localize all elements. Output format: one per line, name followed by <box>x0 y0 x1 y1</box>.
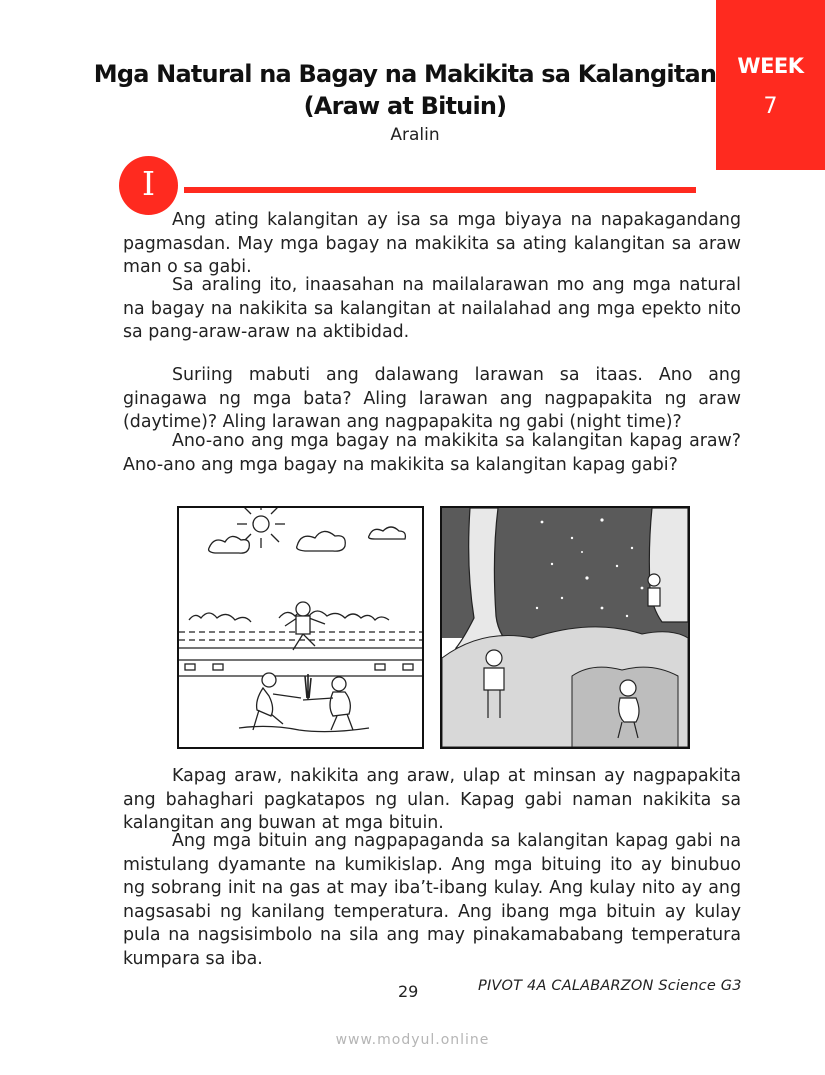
week-label: WEEK <box>737 54 804 78</box>
nighttime-drawing <box>442 508 688 747</box>
week-number: 7 <box>763 94 778 119</box>
watermark-text: www.modyul.online <box>335 1032 490 1048</box>
paragraph-sky-objects: Ano-ano ang mga bagay na makikita sa kalangitan kapag araw? Ano-ano ang mga bagay na makikita sa kalangitan kapag gabi? <box>123 431 741 475</box>
section-divider <box>184 187 696 193</box>
nighttime-illustration <box>440 506 690 749</box>
daytime-drawing <box>179 508 422 747</box>
page-title-line1: Mga Natural na Bagay na Makikita sa Kalangitan <box>93 60 717 88</box>
page-number: 29 <box>398 982 419 1001</box>
footer-source: PIVOT 4A CALABARZON Science G3 <box>478 978 742 994</box>
section-letter: I <box>141 164 156 203</box>
lesson-subtitle: Aralin <box>390 125 440 145</box>
paragraph-day-night: Kapag araw, nakikita ang araw, ulap at minsan ay nagpapakita ang bahaghari pagkatapos ng ulan. Kapag gabi naman nakikita sa kalangitan ang buwan at mga bituin. <box>123 766 741 833</box>
paragraph-objective: Sa araling ito, inaasahan na mailalarawan mo ang mga natural na bagay na nakikita sa kalangitan at nailalahad ang mga epekto nito sa pang-araw-araw na aktibidad. <box>123 275 741 342</box>
paragraph-questions: Suriing mabuti ang dalawang larawan sa itaas. Ano ang ginagawa ng mga bata? Aling larawan ang nagpapakita ng araw (daytime)? Aling larawan ang nagpapakita ng gabi (night time)? <box>123 365 741 432</box>
page-title-line2: (Araw at Bituin) <box>303 92 507 120</box>
paragraph-stars: Ang mga bituin ang nagpapaganda sa kalangitan kapag gabi na mistulang dyamante na kumikislap. Ang mga bituing ito ay binubuo ng sobrang init na gas at may iba’t-ibang kulay. Ang kulay nito ay ang nagsasabi ng kanilang temperatura. Ang ibang mga bituin ay kulay pula na nagsisimbolo na sila ang may pinakamababang temperatura kumpara sa iba. <box>123 831 741 969</box>
daytime-illustration <box>177 506 424 749</box>
paragraph-intro: Ang ating kalangitan ay isa sa mga biyaya na napakagandang pagmasdan. May mga bagay na makikita sa ating kalangitan sa araw man o sa gabi. <box>123 210 741 277</box>
section-i-badge <box>119 156 178 215</box>
